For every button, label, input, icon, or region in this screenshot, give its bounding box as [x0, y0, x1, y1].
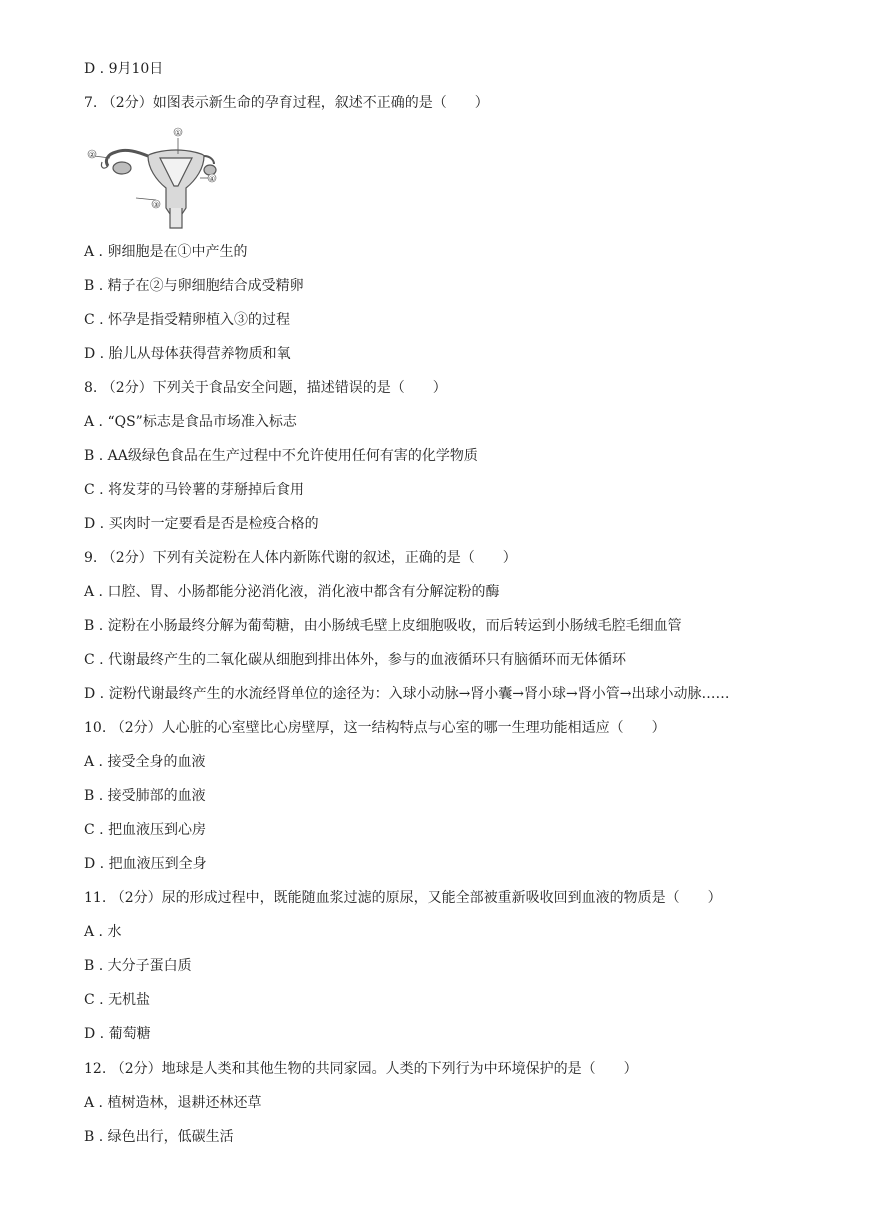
question-8-stem: 8. （2分）下列关于食品安全问题，描述错误的是（ ）: [84, 380, 447, 396]
q9-option-d: D . 淀粉代谢最终产生的水流经肾单位的途径为：入球小动脉→肾小囊→肾小球→肾小管→出球小动脉……: [84, 686, 730, 702]
q8-option-c: C . 将发芽的马铃薯的芽掰掉后食用: [84, 482, 305, 498]
q10-option-c: C . 把血液压到心房: [84, 822, 207, 838]
question-10-stem: 10. （2分）人心脏的心室壁比心房壁厚，这一结构特点与心室的哪一生理功能相适应（ ）: [84, 720, 666, 736]
q11-option-a: A . 水: [84, 924, 122, 940]
q11-option-c: C . 无机盐: [84, 992, 151, 1008]
q10-option-b: B . 接受肺部的血液: [84, 788, 206, 804]
q8-option-b: B . AA级绿色食品在生产过程中不允许使用任何有害的化学物质: [84, 448, 478, 464]
q7-option-a: A . 卵细胞是在①中产生的: [84, 244, 248, 260]
q7-option-c: C . 怀孕是指受精卵植入③的过程: [84, 312, 291, 328]
q11-option-b: B . 大分子蛋白质: [84, 958, 192, 974]
question-7-stem: 7. （2分）如图表示新生命的孕育过程，叙述不正确的是（ ）: [84, 95, 489, 111]
question-12-stem: 12. （2分）地球是人类和其他生物的共同家园。人类的下列行为中环境保护的是（ ）: [84, 1061, 638, 1077]
q9-option-a: A . 口腔、胃、小肠都能分泌消化液，消化液中都含有分解淀粉的酶: [84, 584, 500, 600]
q10-option-d: D . 把血液压到全身: [84, 856, 207, 872]
q11-option-d: D . 葡萄糖: [84, 1026, 151, 1042]
q8-option-a: A . “QS”标志是食品市场准入标志: [84, 414, 297, 430]
question-11-stem: 11. （2分）尿的形成过程中，既能随血浆过滤的原尿，又能全部被重新吸收回到血液的物质是（ ）: [84, 890, 722, 906]
q7-option-b: B . 精子在②与卵细胞结合成受精卵: [84, 278, 304, 294]
female-reproductive-system-diagram: [86, 124, 218, 232]
figure-label: ④: [208, 175, 216, 183]
q12-option-a: A . 植树造林，退耕还林还草: [84, 1095, 262, 1111]
q8-option-d: D . 买肉时一定要看是否是检疫合格的: [84, 516, 319, 532]
figure-label: ③: [152, 201, 160, 209]
q9-option-b: B . 淀粉在小肠最终分解为葡萄糖，由小肠绒毛壁上皮细胞吸收，而后转运到小肠绒毛腔毛细血管: [84, 618, 682, 634]
q9-option-c: C . 代谢最终产生的二氧化碳从细胞到排出体外，参与的血液循环只有脑循环而无体循环: [84, 652, 627, 668]
q12-option-b: B . 绿色出行，低碳生活: [84, 1129, 234, 1145]
question-9-stem: 9. （2分）下列有关淀粉在人体内新陈代谢的叙述，正确的是（ ）: [84, 550, 517, 566]
q7-option-d: D . 胎儿从母体获得营养物质和氧: [84, 346, 291, 362]
figure-label: ②: [88, 151, 96, 159]
line-q6-option-d: D . 9月10日: [84, 61, 164, 77]
figure-label: ①: [174, 129, 182, 137]
q10-option-a: A . 接受全身的血液: [84, 754, 206, 770]
